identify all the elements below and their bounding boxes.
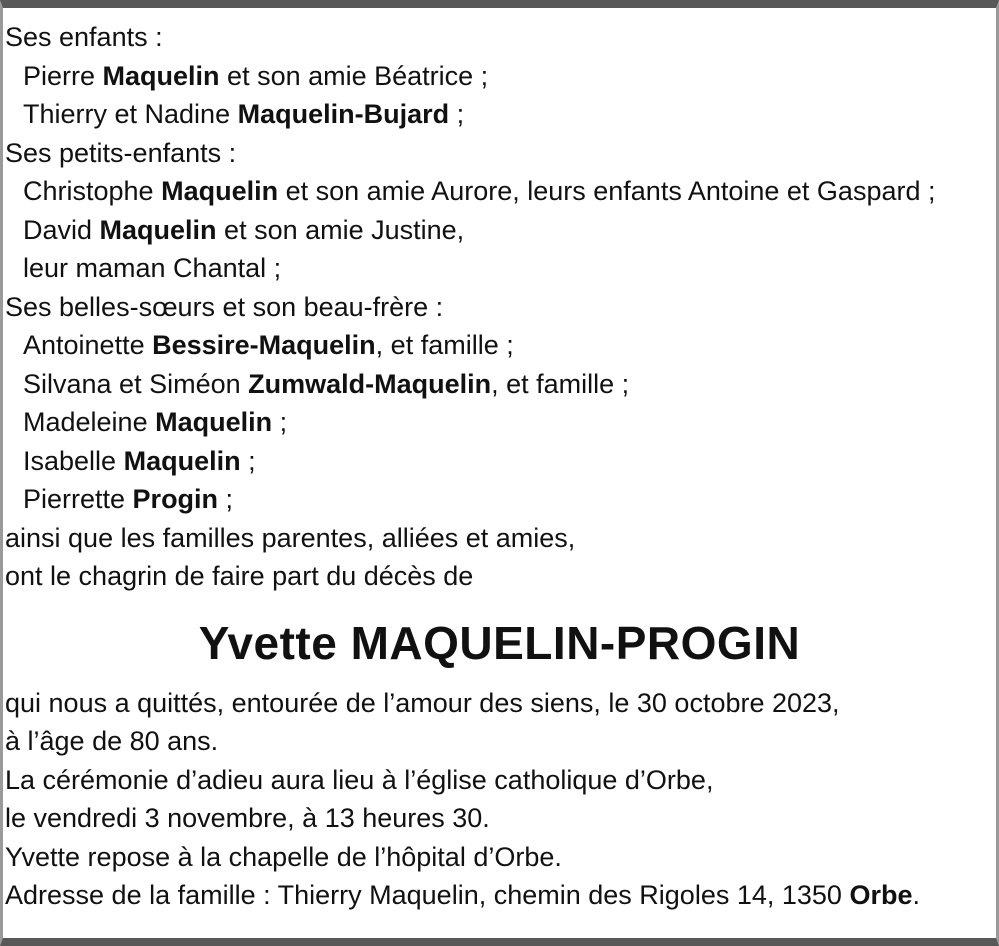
notice-text: , et famille ; (491, 368, 630, 399)
notice-text: ; (240, 445, 256, 476)
notice-text: Madeleine (23, 407, 156, 437)
family-name: Orbe (849, 880, 913, 910)
notice-line (3, 95, 996, 134)
notice-text: Ses belles-sœurs et son beau-frère : (5, 291, 444, 322)
family-name: Maquelin (99, 214, 217, 245)
family-name: Maquelin (161, 176, 279, 206)
notice-line (3, 365, 996, 404)
notice-text: Isabelle (23, 445, 124, 476)
notice-text: ont le chagrin de faire part du décès de (5, 561, 474, 591)
notice-line (3, 519, 996, 558)
notice-line (3, 557, 996, 596)
notice-line (3, 211, 996, 250)
notice-text: ; (218, 484, 234, 514)
notice-text: et son amie Justine, (216, 214, 465, 245)
ceremony-details (3, 684, 996, 915)
notice-text: . (912, 880, 920, 910)
notice-line (3, 684, 996, 723)
notice-text: qui nous a quittés, entourée de l’amour des siens, le 30 octobre 2023, (5, 687, 840, 718)
notice-text: le vendredi 3 novembre, à 13 heures 30. (5, 803, 490, 833)
notice-text: La cérémonie d’adieu aura lieu à l’église catholique d’Orbe, (5, 764, 714, 795)
notice-text: et son amie Aurore, leurs enfants Antoine et Gaspard ; (278, 176, 936, 206)
notice-text: à l’âge de 80 ans. (5, 726, 219, 756)
notice-line (3, 761, 996, 800)
notice-text: ; (449, 99, 465, 129)
notice-line (3, 442, 996, 481)
notice-text: leur maman Chantal ; (23, 253, 282, 283)
notice-text: , et famille ; (375, 330, 514, 360)
notice-line (3, 134, 996, 173)
family-name: Maquelin (155, 407, 273, 437)
notice-line (3, 838, 996, 877)
notice-line (3, 403, 996, 442)
notice-text: Yvette repose à la chapelle de l’hôpital d’Orbe. (5, 841, 562, 872)
notice-text: et son amie Béatrice ; (219, 60, 489, 91)
notice-line (3, 288, 996, 327)
family-name: Zumwald-Maquelin (248, 368, 492, 399)
notice-body (3, 8, 996, 915)
family-name: Bessire-Maquelin (152, 330, 376, 360)
notice-text: Pierre (23, 60, 103, 91)
notice-line (3, 18, 996, 57)
notice-text: Ses enfants : (5, 22, 163, 52)
family-name: Maquelin-Bujard (237, 99, 450, 129)
notice-text: Thierry et Nadine (23, 99, 238, 129)
notice-text: Pierrette (23, 484, 133, 514)
notice-text: Christophe (23, 176, 162, 206)
notice-text: ainsi que les familles parentes, alliées et amies, (5, 522, 576, 553)
notice-line (3, 172, 996, 211)
notice-line (3, 480, 996, 519)
family-name: Maquelin (123, 445, 241, 476)
survivors-list (3, 18, 996, 596)
notice-line (3, 57, 996, 96)
notice-text: Antoinette (23, 330, 153, 360)
notice-line (3, 722, 996, 761)
notice-line (3, 326, 996, 365)
notice-line (3, 876, 996, 915)
family-name: Progin (132, 484, 219, 514)
notice-text: ; (272, 407, 288, 437)
notice-text: Adresse de la famille : Thierry Maquelin, chemin des Rigoles 14, 1350 (5, 880, 850, 910)
deceased-name: Yvette MAQUELIN-PROGIN (198, 616, 801, 669)
family-name: Maquelin (102, 60, 220, 91)
notice-text: Silvana et Siméon (23, 368, 249, 399)
notice-line (3, 799, 996, 838)
notice-text: David (23, 214, 100, 245)
notice-line (3, 249, 996, 288)
notice-text: Ses petits-enfants : (5, 137, 237, 168)
